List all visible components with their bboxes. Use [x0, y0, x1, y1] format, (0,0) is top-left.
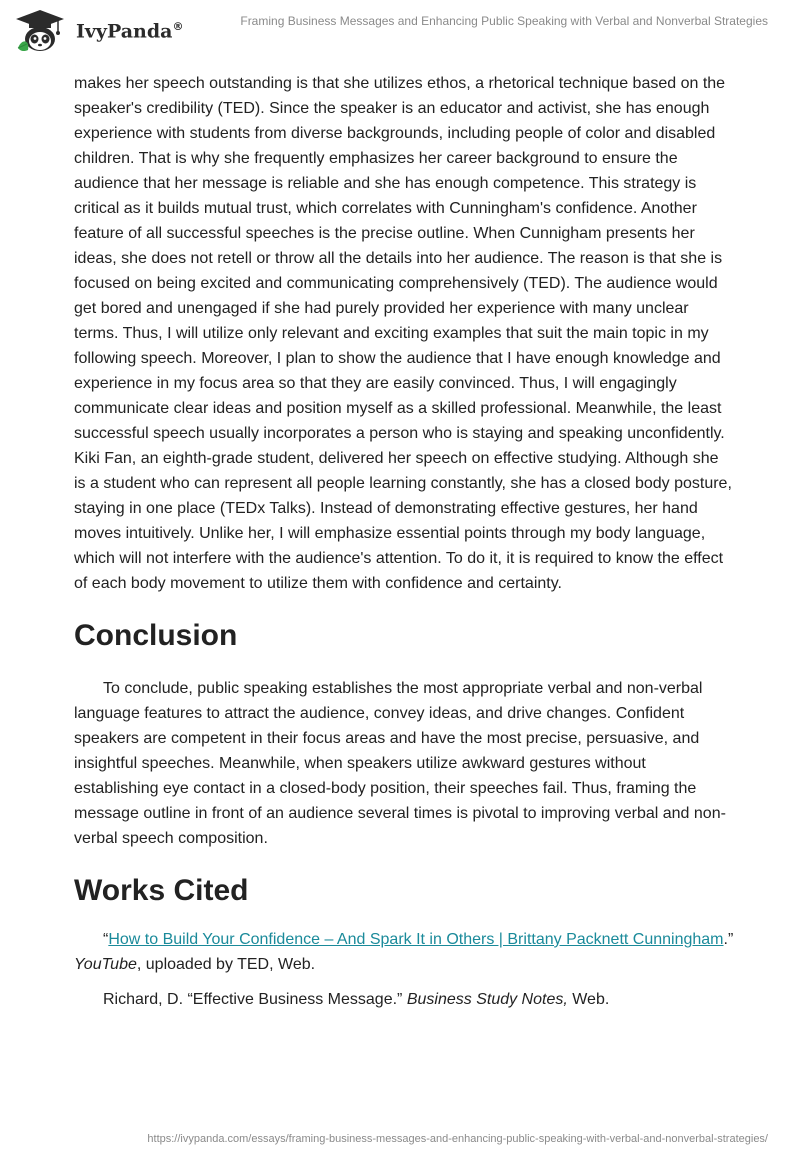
citation-lead: Richard, D. “Effective Business Message.” [103, 991, 407, 1008]
conclusion-heading: Conclusion [74, 619, 238, 652]
citation-rest: Web. [567, 991, 610, 1008]
logo-wordmark [76, 20, 183, 42]
ivypanda-logo[interactable] [14, 8, 214, 56]
works-cited-heading: Works Cited [74, 874, 249, 907]
citation-close-quote: .” [723, 931, 734, 948]
logo-name: IvyPanda [76, 20, 173, 43]
citation-source: YouTube [74, 956, 137, 973]
page-header [0, 0, 800, 64]
panda-graduate-icon [14, 8, 66, 54]
citation-open-quote: “ [103, 931, 109, 948]
citation-ted [74, 927, 734, 977]
citation-video-link[interactable]: How to Build Your Confidence – And Spark It in Others | Brittany Packnett Cunningham [108, 931, 724, 948]
document-title: Framing Business Messages and Enhancing Public Speaking with Verbal and Nonverbal Strategies [240, 14, 768, 28]
conclusion-paragraph: To conclude, public speaking establishes the most appropriate verbal and non-verbal language features to attract the audience, convey ideas, and drive changes. Confident speakers are competent in their focus areas and have the most precise, persuasive, and insightful speeches. Meanwhile, when speakers utilize awkward gestures without establishing eye contact in a closed-body position, their speeches fail. Thus, framing the message outline in front of an audience several times is pivotal to improving verbal and non-verbal speech composition. [74, 680, 726, 847]
registered-mark: ® [172, 20, 184, 33]
footer-url: https://ivypanda.com/essays/framing-business-messages-and-enhancing-public-speaking-with-verbal-and-nonverbal-strategies/ [147, 1133, 768, 1145]
citation-richard [74, 987, 734, 1012]
body-paragraph: makes her speech outstanding is that she utilizes ethos, a rhetorical technique based on the speaker's credibility (TED). Since the speaker is an educator and activist, she has enough experience with students from diverse backgrounds, including people of color and disabled children. That is why she frequently emphasizes her career background to ensure the audience that her message is reliable and she has enough competence. This strategy is critical as it builds mutual trust, which correlates with Cunningham's confidence. Another feature of all successful speeches is the precise outline. When Cunnigham presents her ideas, she does not retell or throw all the details into her audience. The reason is that she is focused on being excited and communicating comprehensively (TED). The audience would get bored and unengaged if she had purely provided her experience with many unclear terms. Thus, I will utilize only relevant and exciting examples that suit the main topic in my following speech. Moreover, I plan to show the audience that I have enough knowledge and experience in my focus area so that they are easily convinced. Thus, I will engagingly communicate clear ideas and position myself as a skilled professional. Meanwhile, the least successful speech usually incorporates a person who is staying and speaking unconfidently. Kiki Fan, an eighth-grade student, delivered her speech on effective studying. Although she is a student who can represent all people learning constantly, she has a closed body posture, staying in one place (TEDx Talks). Instead of demonstrating effective gestures, her hand moves intuitively. Unlike her, I will emphasize essential points through my body language, which will not interfere with the audience's attention. To do it, it is required to know the effect of each body movement to utilize them with confidence and certainty. [74, 75, 732, 592]
citation-source: Business Study Notes, [406, 991, 568, 1008]
citation-rest: , uploaded by TED, Web. [136, 956, 316, 973]
essay-body [74, 71, 734, 1012]
